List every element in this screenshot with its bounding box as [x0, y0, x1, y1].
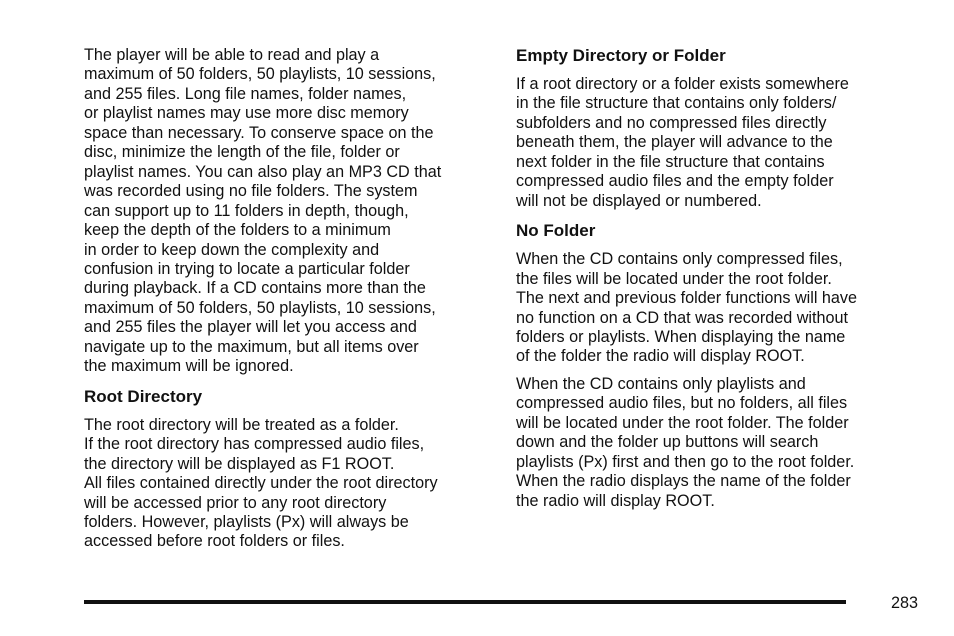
footer-rule	[84, 600, 846, 604]
empty-directory-heading: Empty Directory or Folder	[516, 46, 726, 65]
no-folder-paragraph-1: When the CD contains only compressed files, the files will be located under the root folder. The next and previous folder functions will have no function on a CD that was recorded without folders or playlists. When displaying the name of the folder the radio will display ROOT.	[516, 250, 858, 366]
no-folder-heading: No Folder	[516, 221, 596, 241]
right-column	[516, 46, 900, 511]
intro-paragraph: The player will be able to read and play a maximum of 50 folders, 50 playlists, 10 sessions, and 255 files. Long file names, folder names, or playlist names may use more disc memory space than necessary. To conserve space on the disc, minimize the length of the file, folder or playlist names. You can also play an MP3 CD that was recorded using no file folders. The system can support up to 11 folders in depth, though, keep the depth of the folders to a minimum in order to keep down the complexity and confusion in trying to locate a particular folder during playback. If a CD contains more than the maximum of 50 folders, 50 playlists, 10 sessions, and 255 files the player will let you access and navigate up to the maximum, but all items over the maximum will be ignored.	[84, 46, 442, 376]
no-folder-paragraph-2: When the CD contains only playlists and compressed audio files, but no folders, all files will be located under the root folder. The folder down and the folder up buttons will search playlists (Px) first and then go to the root folder. When the radio displays the name of the folder the radio will display ROOT.	[516, 374, 855, 510]
root-directory-paragraph: The root directory will be treated as a folder. If the root directory has compressed audio files, the directory will be displayed as F1 ROOT. All files contained directly under the root directory will be accessed prior to any root directory folders. However, playlists (Px) will always be accessed before root folders or files.	[84, 415, 438, 551]
page-number: 283	[890, 594, 918, 612]
empty-directory-paragraph: If a root directory or a folder exists somewhere in the file structure that contains only folders/ subfolders and no compressed files directly beneath them, the player will advance to the next folder in the file structure that contains compressed audio files and the empty folder will not be displayed or numbered.	[516, 75, 849, 210]
left-column	[84, 46, 494, 552]
root-directory-heading: Root Directory	[84, 386, 203, 406]
